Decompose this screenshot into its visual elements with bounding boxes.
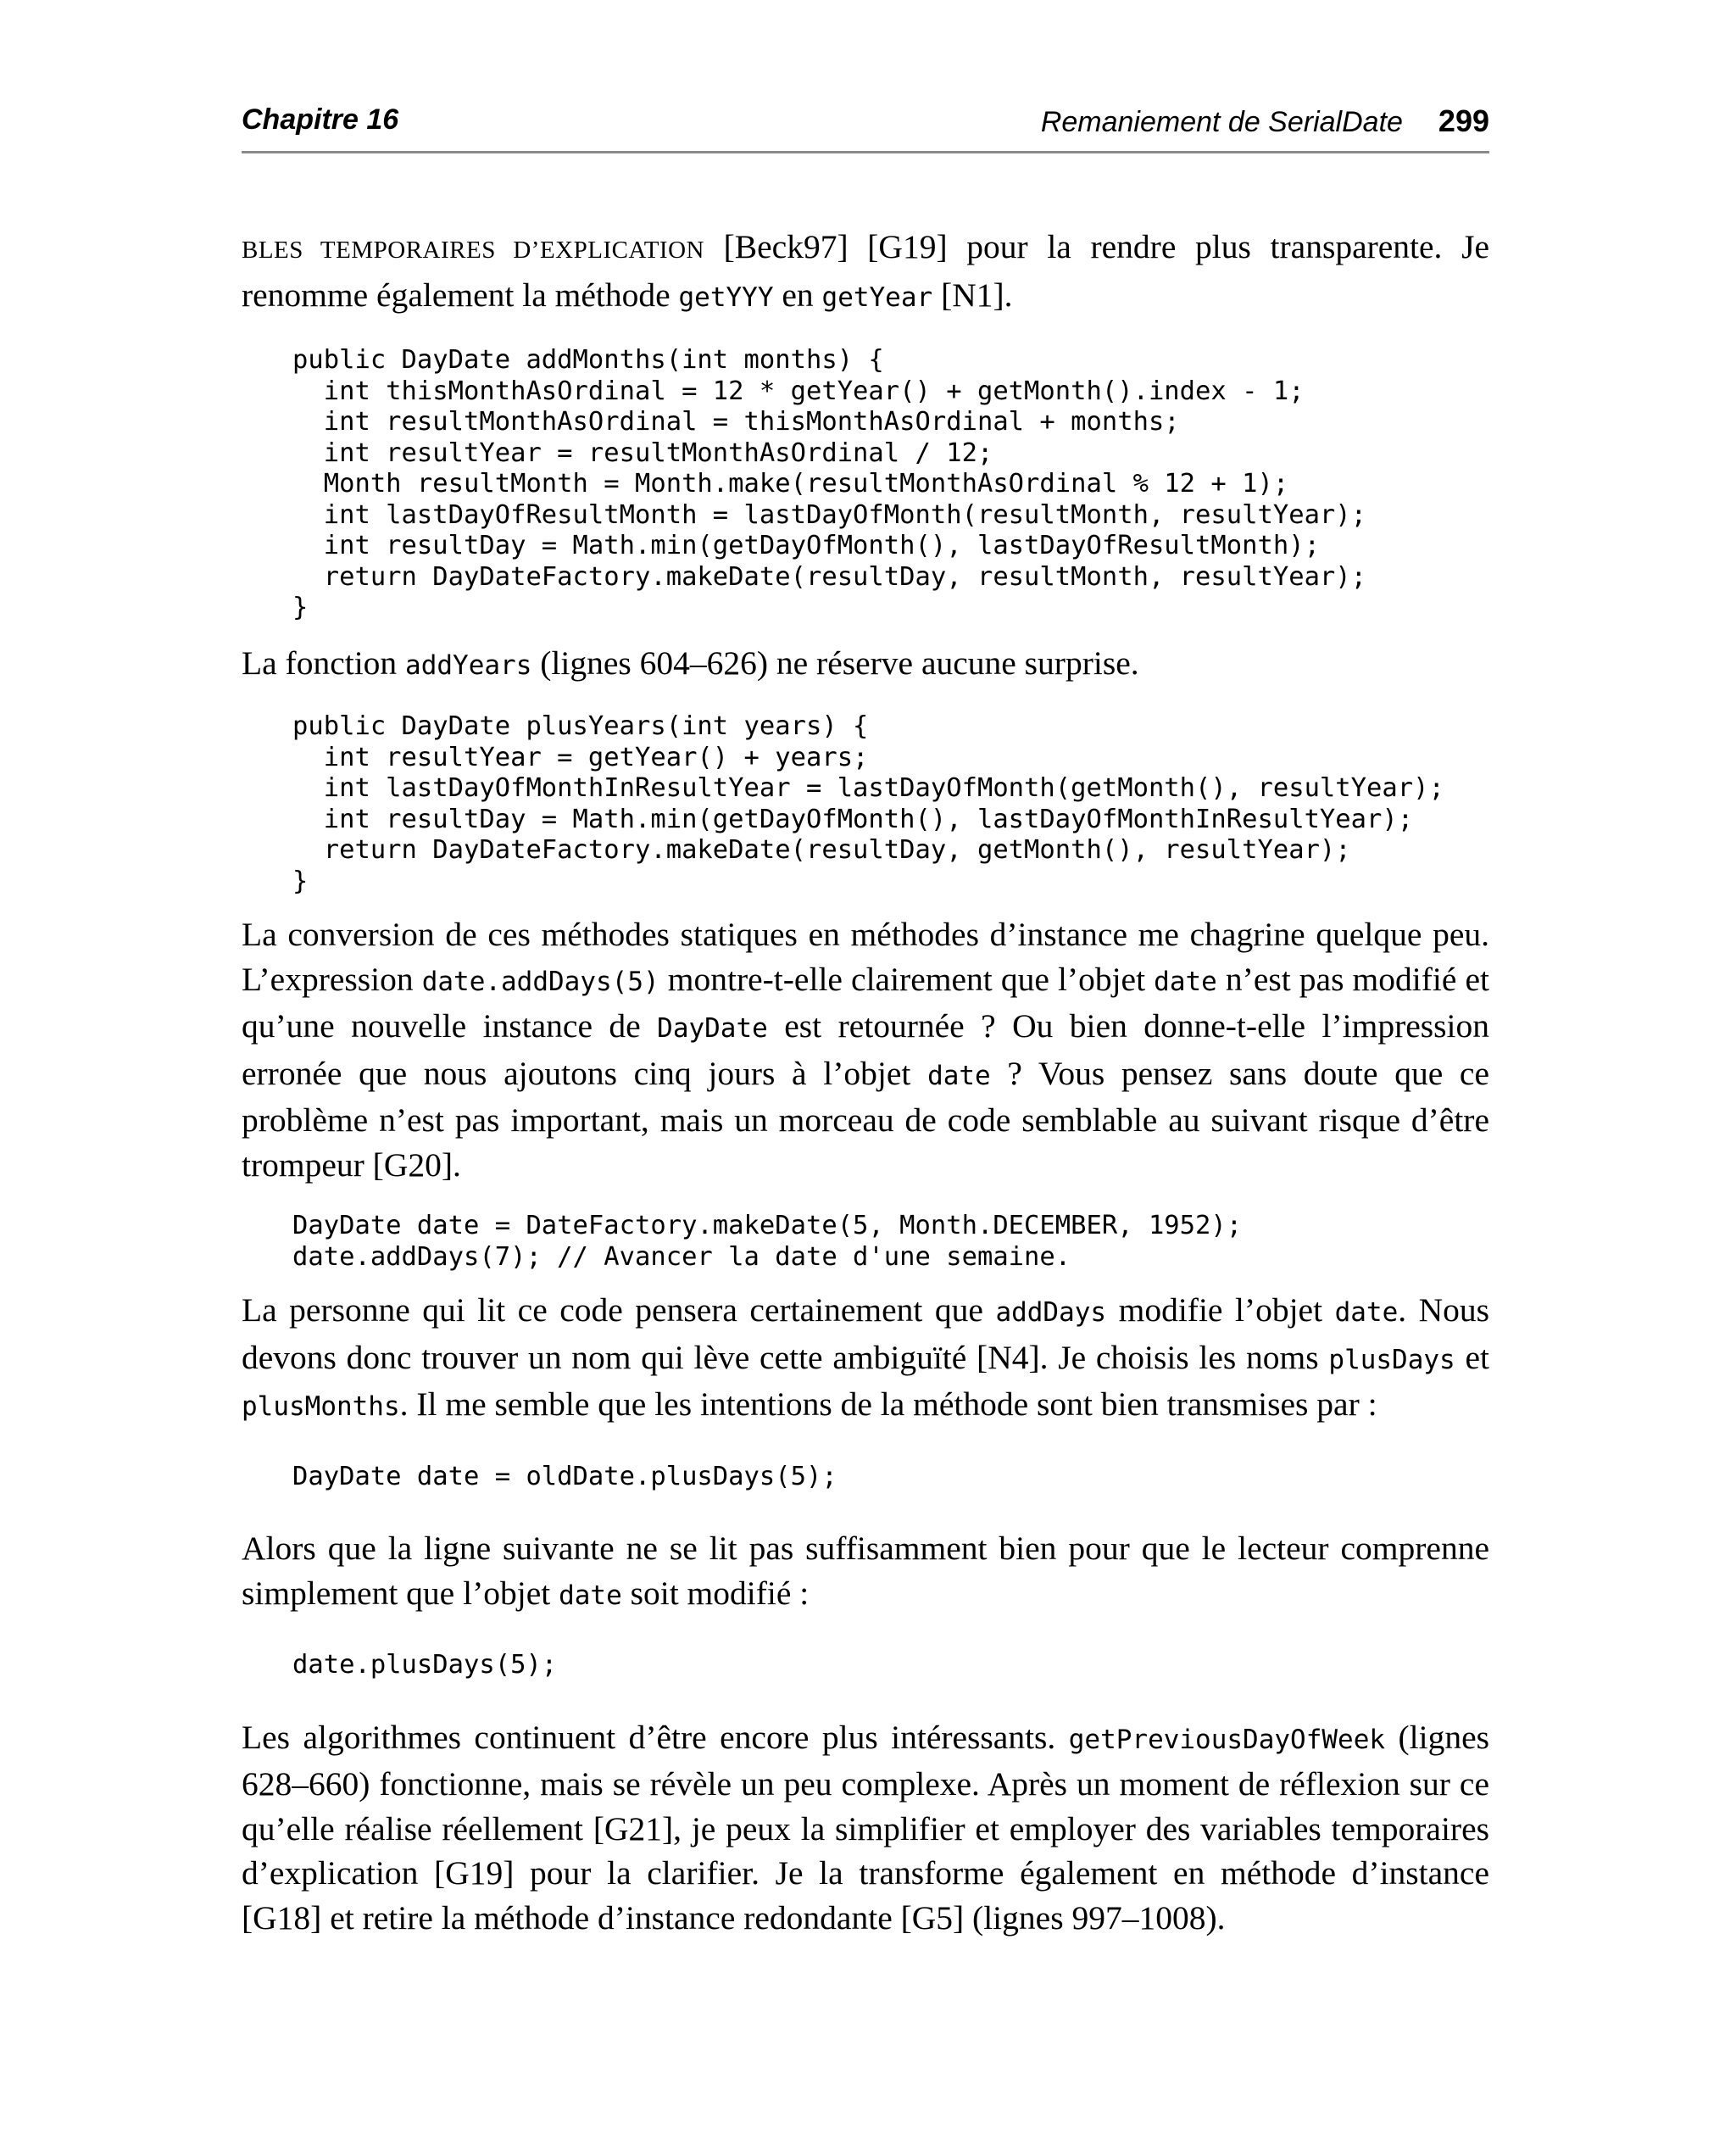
text-span: et	[1455, 1338, 1489, 1376]
text-span: montre-t-elle clairement que l’objet	[659, 960, 1155, 998]
text-span: (lignes 628–660) fonctionne, mais se révèle un peu complexe. Après un moment de réflexion sur ce qu’elle réalise réellement [G21], je peux la simplifier et employer des variables temporaires d’explication [G19] pour la clarifier. Je la transforme également en méthode d’instance [G18] et retire la méthode d’instance redondante [G5] (lignes 997–1008).	[242, 1718, 1489, 1937]
code-block-add-days-example: DayDate date = DateFactory.makeDate(5, Month.DECEMBER, 1952); date.addDays(7); // Avancer la date d'une semaine.	[292, 1211, 1243, 1272]
paragraph-2	[242, 641, 1489, 688]
page-number: 299	[1438, 103, 1489, 138]
inline-code: addDays	[995, 1297, 1107, 1328]
inline-code: plusDays	[1328, 1344, 1455, 1375]
section-title: Remaniement de SerialDate	[1040, 106, 1403, 138]
text-span: . Il me semble que les intentions de la méthode sont bien transmises par :	[399, 1385, 1377, 1423]
paragraph-4	[242, 1288, 1489, 1429]
text-span: . Nous devons donc trouver un nom qui lève cette ambiguïté [N4]. Je choisis les noms	[242, 1291, 1490, 1376]
text-span: La conversion de ces méthodes statiques en méthodes d’instance me chagrine quelque peu. L’expression	[242, 916, 1489, 998]
paragraph-5	[242, 1526, 1489, 1618]
code-block-plus-days-call: date.plusDays(5);	[292, 1650, 558, 1680]
text-span: modifie l’objet	[1106, 1291, 1335, 1329]
running-head	[1041, 103, 1489, 139]
inline-code: date	[1154, 966, 1217, 997]
page-header	[242, 100, 1489, 153]
inline-code: date	[559, 1580, 622, 1611]
small-caps-text: BLES TEMPORAIRES D’EXPLICATION	[242, 237, 704, 264]
page-body	[242, 225, 1489, 1940]
inline-code: date	[1334, 1297, 1399, 1328]
code-block-add-months: public DayDate addMonths(int months) { int thisMonthAsOrdinal = 12 * getYear() + getMonth().index - 1; int resultMonthAsOrdinal = thisMonthAsOrdinal + months; int resultYear = resultMonthAsOrdinal / 12; Month resultMonth = Month.make(resultMonthAsOrdinal % 12 + 1); int lastDayOfResultMonth = lastDayOfMonth(resultMonth, resultYear); int resultDay = Math.min(getDayOfMonth(), lastDayOfResultMonth); return DayDateFactory.makeDate(resultDay, resultMonth, resultYear); }	[292, 345, 1367, 622]
text-span: n’est pas modifié et qu’une nouvelle instance de	[242, 960, 1490, 1045]
paragraph-1	[242, 225, 1489, 320]
code-block-plus-days-assign: DayDate date = oldDate.plusDays(5);	[292, 1461, 837, 1491]
inline-code: date.addDays(5)	[421, 966, 659, 997]
code-block-plus-years: public DayDate plusYears(int years) { int resultYear = getYear() + years; int lastDayOfMonthInResultYear = lastDayOfMonth(getMonth(), resultYear); int resultDay = Math.min(getDayOfMonth(), lastDayOfMonthInResultYear); return DayDateFactory.makeDate(resultDay, getMonth(), resultYear); }	[292, 711, 1444, 896]
inline-code: getYear	[821, 281, 933, 313]
text-span: (lignes 604–626) ne réserve aucune surprise.	[531, 644, 1139, 682]
text-span: ? Vous pensez sans doute que ce problème n’est pas important, mais un morceau de code semblable au suivant risque d’être trompeur [G20].	[242, 1054, 1489, 1184]
inline-code: date	[927, 1060, 991, 1091]
text-span: en	[773, 276, 822, 314]
inline-code: plusMonths	[242, 1391, 400, 1422]
inline-code: DayDate	[657, 1013, 768, 1044]
inline-code: getPreviousDayOfWeek	[1068, 1724, 1386, 1755]
text-span: Les algorithmes continuent d’être encore plus intéressants.	[242, 1718, 1069, 1756]
text-span: Alors que la ligne suivante ne se lit pas suffisamment bien pour que le lecteur comprenne simplement que l’objet	[242, 1530, 1489, 1612]
text-span: soit modifié :	[621, 1574, 810, 1612]
inline-code: getYYY	[678, 281, 774, 313]
text-span: La personne qui lit ce code pensera certainement que	[242, 1291, 996, 1329]
inline-code: addYears	[405, 649, 532, 681]
text-span: [N1].	[932, 276, 1013, 314]
text-span: est retournée ? Ou bien donne-t-elle l’impression erronée que nous ajoutons cinq jours à l’objet	[242, 1007, 1489, 1092]
text-span: La fonction	[242, 644, 406, 682]
paragraph-6	[242, 1715, 1489, 1941]
chapter-label: Chapitre 16	[242, 103, 399, 136]
paragraph-3	[242, 912, 1489, 1187]
text-span: [Beck97] [G19] pour la rendre plus transparente. Je renomme également la méthode	[242, 228, 1489, 314]
